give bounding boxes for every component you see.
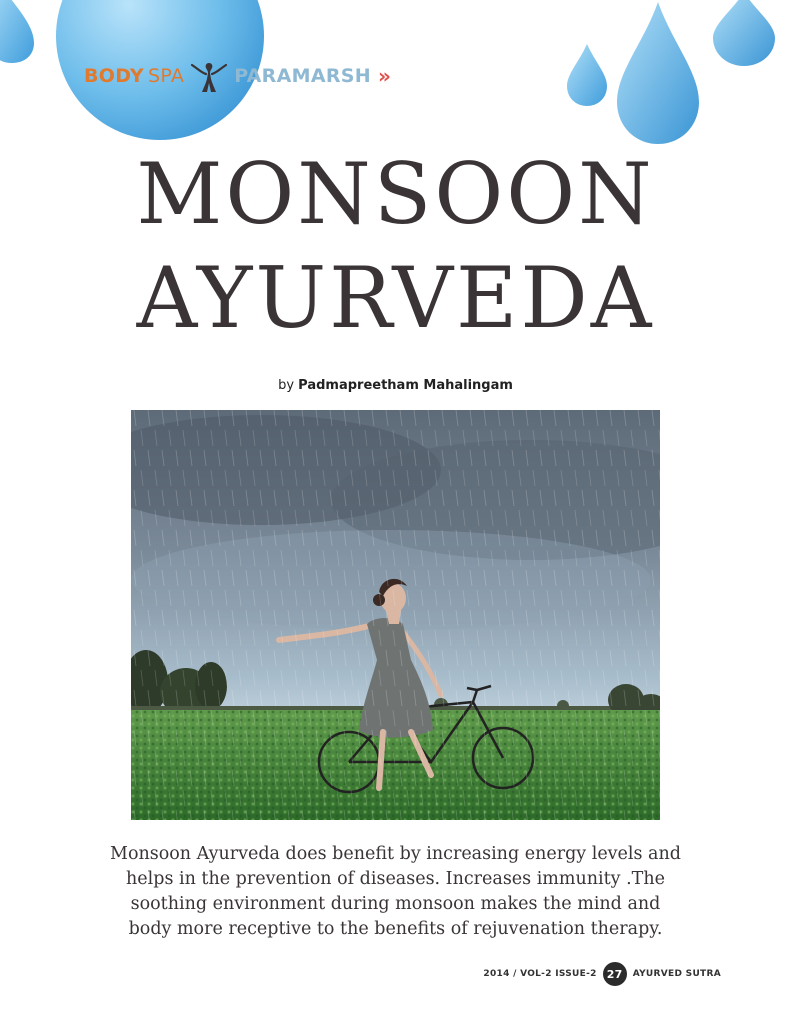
page-number: 27 bbox=[603, 962, 627, 986]
photo-woman-bicycle-rain bbox=[131, 410, 660, 820]
article-caption: Monsoon Ayurveda does benefit by increasing energy levels and helps in the prevention of diseases. Increases immunity .The soothing environment during monsoon makes the mind and body more receptive to the benefits of rejuvenation therapy. bbox=[110, 844, 681, 939]
section-label-spa: SPA bbox=[147, 65, 185, 87]
byline-prefix: by bbox=[278, 378, 295, 393]
water-drop-icon bbox=[617, 2, 699, 144]
water-drop-icon bbox=[713, 0, 775, 66]
water-drop-icon bbox=[0, 0, 38, 65]
article-photo bbox=[131, 410, 660, 820]
woman-silhouette-logo-icon bbox=[190, 59, 228, 93]
chevron-right-icon: » bbox=[377, 64, 392, 88]
section-label-body: BODY bbox=[84, 65, 144, 87]
water-drop-icon bbox=[567, 44, 607, 106]
issue-info: 2014 / VOL-2 ISSUE-2 bbox=[483, 969, 597, 979]
section-header bbox=[84, 60, 391, 92]
author-name: Padmapreetham Mahalingam bbox=[298, 378, 513, 393]
page-footer bbox=[483, 962, 721, 986]
article-title-line-2: AYURVEDA bbox=[136, 249, 655, 347]
magazine-name: AYURVED SUTRA bbox=[632, 969, 721, 979]
section-label-paramarsh: PARAMARSH bbox=[234, 65, 371, 87]
byline bbox=[0, 378, 791, 393]
article-title-line-1: MONSOON bbox=[136, 145, 655, 243]
